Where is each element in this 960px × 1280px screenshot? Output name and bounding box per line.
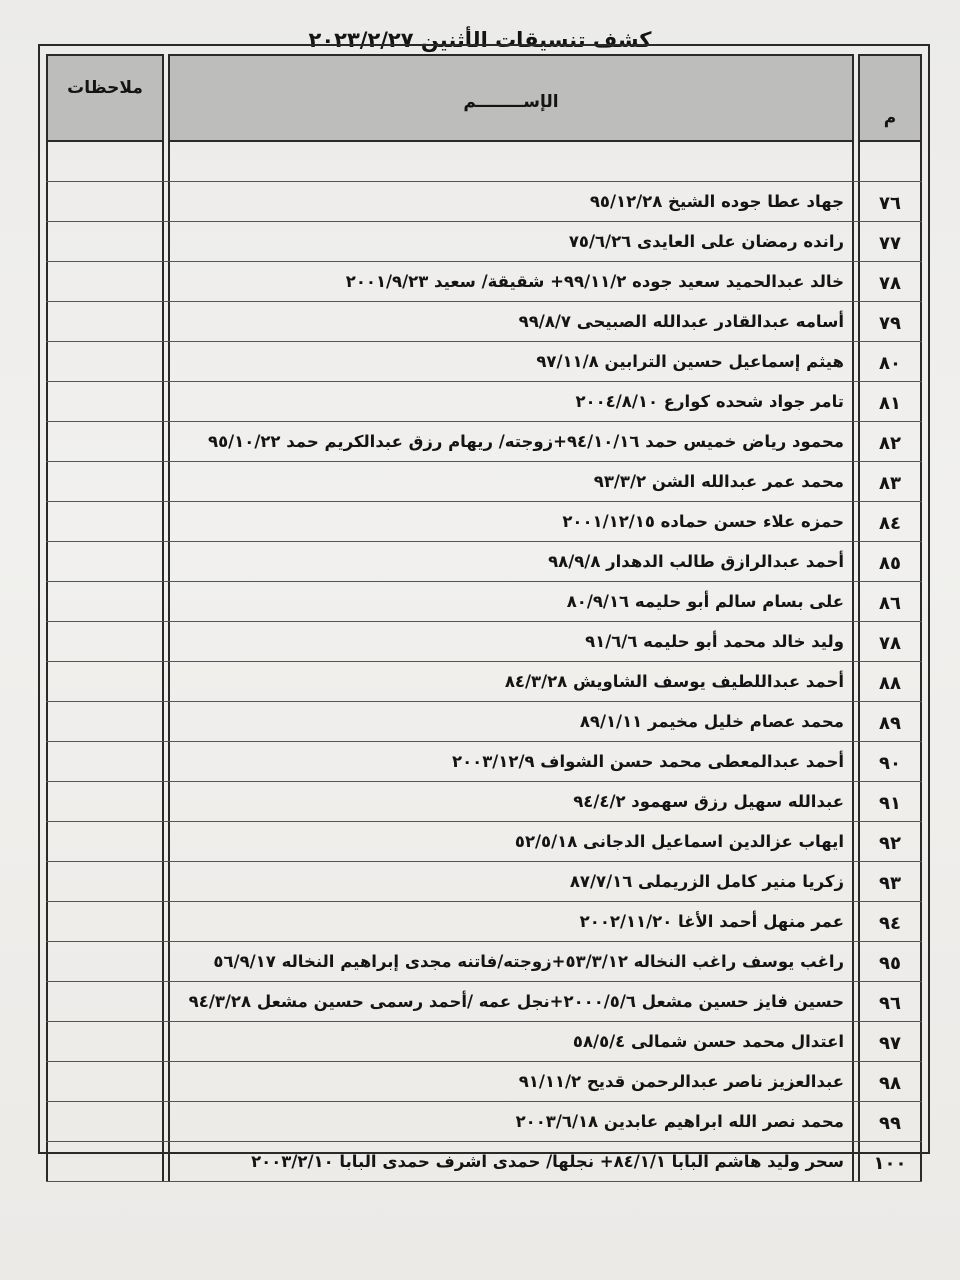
row-number-cell: ٨٤ xyxy=(858,502,922,541)
row-number-cell: ٨٣ xyxy=(858,462,922,501)
table-header xyxy=(46,54,922,142)
table-row xyxy=(46,222,922,262)
table-row xyxy=(46,182,922,222)
page-title: كشف تنسيقات الأثنين ٢٠٢٣/٢/٢٧ xyxy=(308,28,652,52)
row-name-cell: تامر جواد شحده كوارع ٢٠٠٤/٨/١٠ xyxy=(168,382,854,421)
table-row xyxy=(46,1022,922,1062)
row-notes-cell xyxy=(46,782,164,821)
row-name-cell: أحمد عبدالرازق طالب الدهدار ٩٨/٩/٨ xyxy=(168,542,854,581)
header-name-label: الإســــــــم xyxy=(463,92,559,112)
row-notes-cell xyxy=(46,542,164,581)
row-name-cell xyxy=(168,142,854,181)
row-name-cell: أحمد عبدالمعطى محمد حسن الشواف ٢٠٠٣/١٢/٩ xyxy=(168,742,854,781)
row-notes-cell xyxy=(46,902,164,941)
table-row xyxy=(46,662,922,702)
table-row xyxy=(46,1062,922,1102)
table-row xyxy=(46,702,922,742)
row-name-cell: على بسام سالم أبو حليمه ٨٠/٩/١٦ xyxy=(168,582,854,621)
row-notes-cell xyxy=(46,1062,164,1101)
row-number-cell: ٩٢ xyxy=(858,822,922,861)
table-frame xyxy=(38,44,930,1174)
row-number-cell: ٨٥ xyxy=(858,542,922,581)
table-row xyxy=(46,782,922,822)
row-name-cell: عبدالعزيز ناصر عبدالرحمن قديح ٩١/١١/٢ xyxy=(168,1062,854,1101)
row-number-cell: ٩٧ xyxy=(858,1022,922,1061)
row-notes-cell xyxy=(46,262,164,301)
row-number-cell: ٧٨ xyxy=(858,262,922,301)
row-notes-cell xyxy=(46,942,164,981)
table-row xyxy=(46,582,922,622)
table-row xyxy=(46,862,922,902)
table-row xyxy=(46,342,922,382)
table-row xyxy=(46,902,922,942)
row-notes-cell xyxy=(46,1022,164,1061)
row-name-cell: وليد خالد محمد أبو حليمه ٩١/٦/٦ xyxy=(168,622,854,661)
row-number-cell xyxy=(858,142,922,181)
row-name-cell: محمود رياض خميس حمد ٩٤/١٠/١٦+زوجته/ ريهام رزق عبدالكريم حمد ٩٥/١٠/٢٢ xyxy=(168,422,854,461)
table-row xyxy=(46,502,922,542)
row-notes-cell xyxy=(46,1142,164,1181)
row-number-cell: ١٠٠ xyxy=(858,1142,922,1181)
row-number-cell: ٨٢ xyxy=(858,422,922,461)
table-row xyxy=(46,1102,922,1142)
row-number-cell: ٧٨ xyxy=(858,622,922,661)
row-number-cell: ٩٥ xyxy=(858,942,922,981)
table-row xyxy=(46,1142,922,1182)
row-notes-cell xyxy=(46,662,164,701)
header-number-label: م xyxy=(883,108,897,128)
row-name-cell: عمر منهل أحمد الأغا ٢٠٠٢/١١/٢٠ xyxy=(168,902,854,941)
row-name-cell: حمزه علاء حسن حماده ٢٠٠١/١٢/١٥ xyxy=(168,502,854,541)
row-notes-cell xyxy=(46,862,164,901)
row-notes-cell xyxy=(46,702,164,741)
row-name-cell: ايهاب عزالدين اسماعيل الدجانى ٥٢/٥/١٨ xyxy=(168,822,854,861)
row-name-cell: محمد عمر عبدالله الشن ٩٣/٣/٢ xyxy=(168,462,854,501)
row-name-cell: راغب يوسف راغب النخاله ٥٣/٣/١٢+زوجته/فاتنه مجدى إبراهيم النخاله ٥٦/٩/١٧ xyxy=(168,942,854,981)
row-number-cell: ٨٠ xyxy=(858,342,922,381)
table-body xyxy=(46,142,922,1182)
row-notes-cell xyxy=(46,822,164,861)
table-row xyxy=(46,742,922,782)
header-number xyxy=(858,54,922,142)
table-row xyxy=(46,942,922,982)
row-name-cell: خالد عبدالحميد سعيد جوده ٩٩/١١/٢+ شقيقة/ سعيد ٢٠٠١/٩/٢٣ xyxy=(168,262,854,301)
row-number-cell: ٨١ xyxy=(858,382,922,421)
table-row xyxy=(46,302,922,342)
row-notes-cell xyxy=(46,742,164,781)
row-number-cell: ٩١ xyxy=(858,782,922,821)
row-notes-cell xyxy=(46,622,164,661)
row-notes-cell xyxy=(46,462,164,501)
header-name xyxy=(168,54,854,142)
row-name-cell: أحمد عبداللطيف يوسف الشاويش ٨٤/٣/٢٨ xyxy=(168,662,854,701)
row-number-cell: ٩٨ xyxy=(858,1062,922,1101)
row-name-cell: اعتدال محمد حسن شمالى ٥٨/٥/٤ xyxy=(168,1022,854,1061)
row-number-cell: ٩٤ xyxy=(858,902,922,941)
row-name-cell: عبدالله سهيل رزق سهمود ٩٤/٤/٢ xyxy=(168,782,854,821)
header-notes-label: ملاحظات xyxy=(67,78,143,98)
row-name-cell: حسين فايز حسين مشعل ٢٠٠٠/٥/٦+نجل عمه /أحمد رسمى حسين مشعل ٩٤/٣/٢٨ xyxy=(168,982,854,1021)
row-name-cell: زكريا منير كامل الزريملى ٨٧/٧/١٦ xyxy=(168,862,854,901)
table-row xyxy=(46,982,922,1022)
row-notes-cell xyxy=(46,302,164,341)
table-row xyxy=(46,382,922,422)
table-row xyxy=(46,262,922,302)
table-row xyxy=(46,822,922,862)
row-notes-cell xyxy=(46,342,164,381)
row-notes-cell xyxy=(46,222,164,261)
row-number-cell: ٧٧ xyxy=(858,222,922,261)
row-notes-cell xyxy=(46,582,164,621)
row-notes-cell xyxy=(46,982,164,1021)
row-number-cell: ٨٨ xyxy=(858,662,922,701)
table-row xyxy=(46,142,922,182)
row-name-cell: محمد عصام خليل مخيمر ٨٩/١/١١ xyxy=(168,702,854,741)
row-notes-cell xyxy=(46,142,164,181)
table-row xyxy=(46,422,922,462)
row-number-cell: ٩٩ xyxy=(858,1102,922,1141)
row-number-cell: ٧٦ xyxy=(858,182,922,221)
table-row xyxy=(46,542,922,582)
row-name-cell: رانده رمضان على العايدى ٧٥/٦/٢٦ xyxy=(168,222,854,261)
row-name-cell: هيثم إسماعيل حسين الترابين ٩٧/١١/٨ xyxy=(168,342,854,381)
row-name-cell: أسامه عبدالقادر عبدالله الصبيحى ٩٩/٨/٧ xyxy=(168,302,854,341)
row-notes-cell xyxy=(46,1102,164,1141)
row-name-cell: سحر وليد هاشم البابا ٨٤/١/١+ نجلها/ حمدى اشرف حمدى البابا ٢٠٠٣/٢/١٠ xyxy=(168,1142,854,1181)
row-number-cell: ٩٠ xyxy=(858,742,922,781)
row-notes-cell xyxy=(46,502,164,541)
row-number-cell: ٩٦ xyxy=(858,982,922,1021)
row-number-cell: ٧٩ xyxy=(858,302,922,341)
row-name-cell: محمد نصر الله ابراهيم عابدين ٢٠٠٣/٦/١٨ xyxy=(168,1102,854,1141)
row-notes-cell xyxy=(46,382,164,421)
row-notes-cell xyxy=(46,182,164,221)
row-number-cell: ٩٣ xyxy=(858,862,922,901)
row-notes-cell xyxy=(46,422,164,461)
table-row xyxy=(46,622,922,662)
row-number-cell: ٨٩ xyxy=(858,702,922,741)
row-name-cell: جهاد عطا جوده الشيخ ٩٥/١٢/٢٨ xyxy=(168,182,854,221)
row-number-cell: ٨٦ xyxy=(858,582,922,621)
header-notes xyxy=(46,54,164,142)
table-row xyxy=(46,462,922,502)
